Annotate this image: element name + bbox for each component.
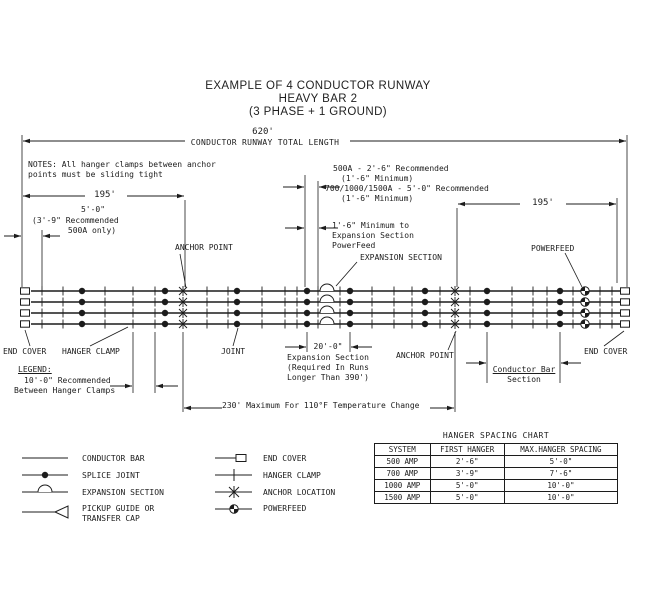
conductor-bar-row [21,295,630,307]
cell-max-spacing: 7'-6" [504,468,617,480]
dim-feed-gap-line1: 500A - 2'-6" Recommended [333,164,449,173]
drawing-title-line1: EXAMPLE OF 4 CONDUCTOR RUNWAY [205,80,431,92]
callout-end-cover-right: END COVER [584,347,628,356]
splice-joint-icon [79,310,85,316]
conductor-bar-row [21,284,630,296]
splice-joint-icon [557,299,563,305]
legend-note-line1: 10'-0" Recommended [24,376,111,385]
legend-label-pickup-guide-1: PICKUP GUIDE OR [82,504,155,513]
table-row [375,480,618,492]
splice-joint-icon [79,288,85,294]
end-cover-icon [621,310,630,316]
conductor-bars [21,284,630,329]
cell-system: 1500 AMP [375,492,431,504]
cell-first-hanger: 5'-0" [430,492,504,504]
splice-joint-icon [304,321,310,327]
drawing-title-line3: (3 PHASE + 1 GROUND) [248,106,388,118]
splice-joint-icon [162,310,168,316]
dim-exp-min-line3: PowerFeed [332,241,376,250]
splice-joint-icon [234,299,240,305]
conductor-bar-row [21,317,630,329]
dim-first-hanger-value: 5'-0" [80,205,106,214]
callout-expansion-section: EXPANSION SECTION [360,253,442,262]
expansion-section-icon [320,306,334,313]
label-conductor-bar-section-2: Section [507,375,541,384]
expansion-section-icon [320,284,334,291]
col-header-system: SYSTEM [375,444,431,456]
splice-joint-icon [347,321,353,327]
cell-max-spacing: 5'-0" [504,456,617,468]
dim-total-length-value: 620' [252,127,274,137]
end-cover-icon [21,310,30,316]
table-row [375,468,618,480]
splice-joint-icon [162,288,168,294]
cell-system: 500 AMP [375,456,431,468]
legend-label-conductor-bar: CONDUCTOR BAR [82,454,145,463]
dim-total-length-label: CONDUCTOR RUNWAY TOTAL LENGTH [190,138,340,147]
dim-right-section: 195' [532,198,554,208]
dim-feed-gap-line4: (1'-6" Minimum) [341,194,414,203]
splice-joint-icon [347,288,353,294]
splice-joint-icon [484,310,490,316]
dim-expansion-line2: Expansion Section [287,353,369,362]
splice-joint-icon [162,321,168,327]
callout-anchor-point-left: ANCHOR POINT [175,243,233,252]
expansion-section-symbol-icon [22,485,68,492]
notes-line2: points must be sliding tight [28,170,163,179]
anchor-location-symbol-icon [215,486,252,498]
splice-joint-symbol-icon [22,472,68,478]
callout-anchor-point-right: ANCHOR POINT [396,351,454,360]
powerfeed-icon [581,298,589,306]
powerfeed-icon [581,320,589,328]
notes-line1: NOTES: All hanger clamps between anchor [28,160,216,169]
legend-label-end-cover: END COVER [263,454,307,463]
splice-joint-icon [304,310,310,316]
splice-joint-icon [484,288,490,294]
powerfeed-icon [581,309,589,317]
dim-feed-gap-line2: (1'-6" Minimum) [341,174,414,183]
splice-joint-icon [484,299,490,305]
splice-joint-icon [422,299,428,305]
splice-joint-icon [422,288,428,294]
splice-joint-icon [79,299,85,305]
end-cover-icon [21,299,30,305]
legend-note-line2: Between Hanger Clamps [14,386,116,395]
end-cover-icon [621,288,630,294]
legend-label-expansion-section: EXPANSION SECTION [82,488,164,497]
table-row [375,456,618,468]
col-header-max-hanger-spacing: MAX.HANGER SPACING [504,444,617,456]
end-cover-symbol-icon [215,455,246,462]
dim-exp-min-line2: Expansion Section [332,231,414,240]
callout-powerfeed: POWERFEED [531,244,575,253]
end-cover-icon [621,321,630,327]
conductor-bar-row [21,306,630,318]
cell-first-hanger: 3'-9" [430,468,504,480]
drawing-title-line2: HEAVY BAR 2 [278,93,358,105]
legend-note-title: LEGEND: [18,365,52,374]
splice-joint-icon [234,321,240,327]
dim-exp-min-line1: 1'-6" Minimum to [332,221,410,230]
callout-end-cover-left: END COVER [3,347,47,356]
hanger-clamp-symbol-icon [215,469,252,481]
splice-joint-icon [557,288,563,294]
callout-joint: JOINT [221,347,246,356]
cell-max-spacing: 10'-0" [504,480,617,492]
splice-joint-icon [557,310,563,316]
powerfeed-symbol-icon [215,505,252,513]
dim-expansion-line4: Longer Than 390') [287,373,369,382]
hanger-spacing-chart [374,431,618,504]
dim-anchor-span: 230' Maximum For 110°F Temperature Change [222,401,420,410]
dim-first-hanger-note1: (3'-9" Recommended [32,216,119,225]
cell-system: 700 AMP [375,468,431,480]
table-header-row [375,444,618,456]
cell-first-hanger: 5'-0" [430,480,504,492]
expansion-section-icon [320,317,334,324]
cell-max-spacing: 10'-0" [504,492,617,504]
splice-joint-icon [347,299,353,305]
legend-label-splice-joint: SPLICE JOINT [82,471,140,480]
pickup-guide-symbol-icon [22,506,68,518]
splice-joint-icon [557,321,563,327]
dim-left-section: 195' [94,190,116,200]
label-conductor-bar-section-1: Conductor Bar [492,365,556,374]
powerfeed-icon [581,287,589,295]
splice-joint-icon [79,321,85,327]
dim-expansion-line3: (Required In Runs [287,363,369,372]
end-cover-icon [21,321,30,327]
dim-expansion-value: 20'-0" [313,342,343,351]
callout-hanger-clamp: HANGER CLAMP [62,347,120,356]
legend-label-anchor-location: ANCHOR LOCATION [263,488,336,497]
end-cover-icon [21,288,30,294]
hanger-spacing-table [374,443,618,504]
table-row [375,492,618,504]
splice-joint-icon [422,310,428,316]
cell-first-hanger: 2'-6" [430,456,504,468]
splice-joint-icon [234,310,240,316]
splice-joint-icon [162,299,168,305]
dim-first-hanger-note2: 500A only) [67,226,117,235]
dim-feed-gap-line3: 700/1000/1500A - 5'-0" Recommended [325,184,489,193]
cell-system: 1000 AMP [375,480,431,492]
col-header-first-hanger: FIRST HANGER [430,444,504,456]
splice-joint-icon [304,299,310,305]
splice-joint-icon [304,288,310,294]
legend-label-powerfeed: POWERFEED [263,504,307,513]
legend-label-hanger-clamp: HANGER CLAMP [263,471,321,480]
end-cover-icon [621,299,630,305]
expansion-section-icon [320,295,334,302]
hanger-spacing-chart-title: HANGER SPACING CHART [442,431,550,440]
splice-joint-icon [422,321,428,327]
splice-joint-icon [347,310,353,316]
splice-joint-icon [484,321,490,327]
legend-label-pickup-guide-2: TRANSFER CAP [82,514,140,523]
splice-joint-icon [234,288,240,294]
